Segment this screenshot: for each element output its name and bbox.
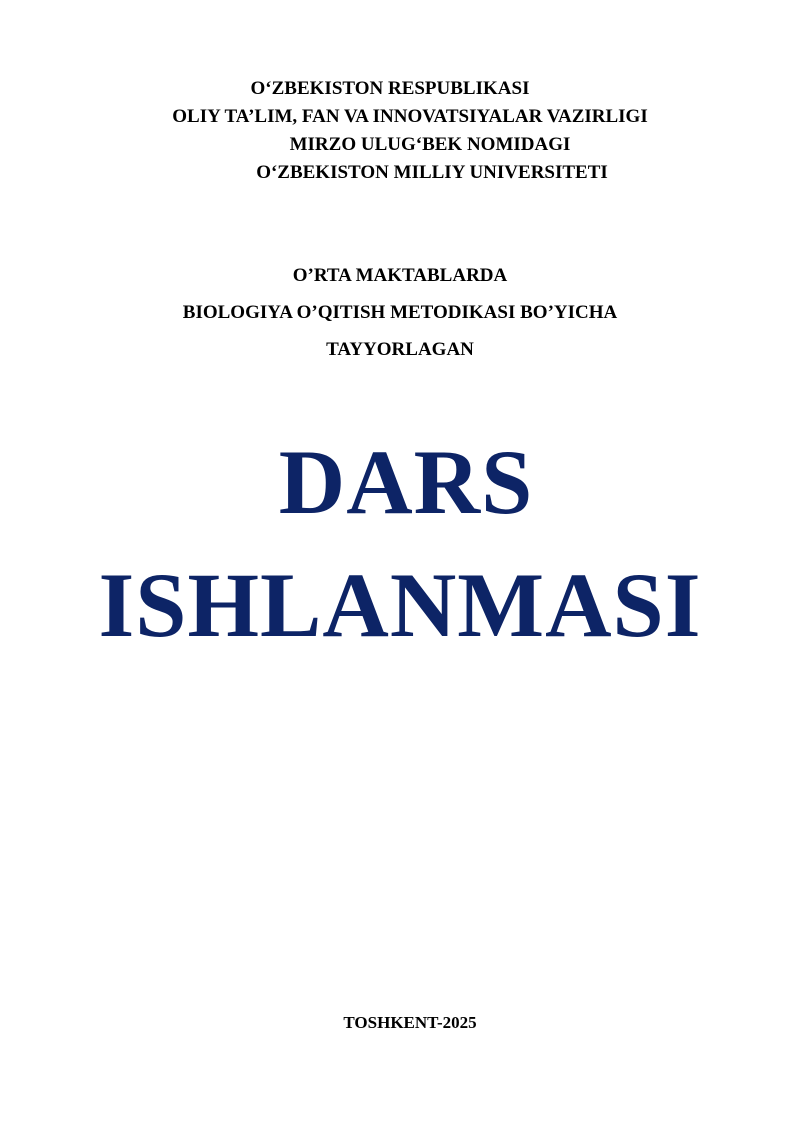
title-line-ishlanmasi: ISHLANMASI xyxy=(98,554,702,656)
header-line-university: O‘ZBEKISTON MILLIY UNIVERSITETI xyxy=(256,162,608,183)
header-line-named-after: MIRZO ULUG‘BEK NOMIDAGI xyxy=(289,134,571,155)
subtitle-line-prepared: TAYYORLAGAN xyxy=(326,339,474,360)
subtitle-line-schools: O’RTA MAKTABLARDA xyxy=(292,265,508,286)
subtitle-line-methodology: BIOLOGIYA O’QITISH METODIKASI BO’YICHA xyxy=(182,302,618,323)
header-line-ministry: OLIY TA’LIM, FAN VA INNOVATSIYALAR VAZIRLIGI xyxy=(172,106,648,127)
header-line-republic: O‘ZBEKISTON RESPUBLIKASI xyxy=(250,78,530,99)
footer-place-year: TOSHKENT-2025 xyxy=(343,1013,477,1032)
title-line-dars: DARS xyxy=(278,431,534,533)
